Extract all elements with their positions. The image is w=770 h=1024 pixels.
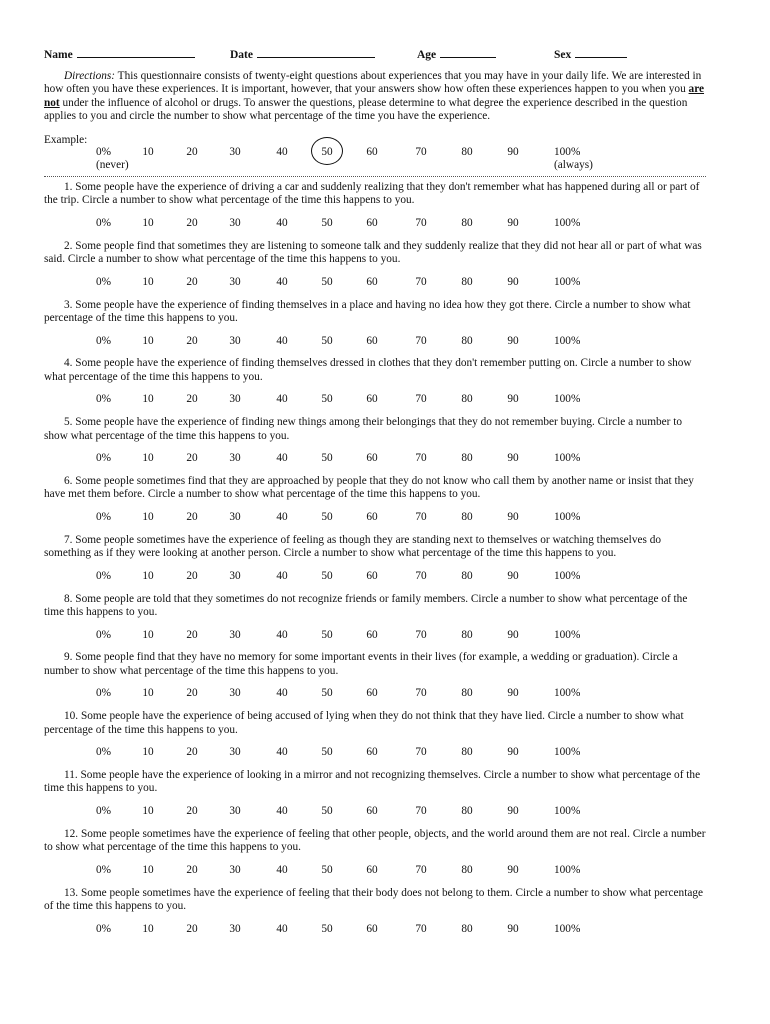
question-4-option-4[interactable]: 40 xyxy=(276,393,288,406)
never-anchor: (never) xyxy=(96,159,129,171)
question-8-option-6[interactable]: 60 xyxy=(366,628,378,641)
question-4-option-10[interactable]: 100% xyxy=(554,393,581,406)
question-text: 11. Some people have the experience of looking in a mirror and not recognizing themselves. Circle a number to show what percentage of the time this happens to you. xyxy=(44,769,701,795)
question-text: 6. Some people sometimes find that they are approached by people that they do not know who call them by another name or insist that they have met them before. Circle a number to show what percentage of the time this happens to you. xyxy=(44,475,694,501)
question-13-option-1[interactable]: 10 xyxy=(142,922,154,935)
question-13-option-5[interactable]: 50 xyxy=(321,922,333,935)
date-blank-line[interactable] xyxy=(257,46,375,58)
question-item xyxy=(44,651,712,700)
question-8-option-10[interactable]: 100% xyxy=(554,628,581,641)
question-3-option-3[interactable]: 30 xyxy=(229,334,241,347)
directions-label: Directions: xyxy=(64,70,116,82)
question-5-option-0[interactable]: 0% xyxy=(96,452,112,465)
question-text-block xyxy=(44,299,706,326)
age-field xyxy=(417,46,496,61)
question-text: 8. Some people are told that they sometimes do not recognize friends or family members. Circle a number to show what percentage of the time this happens to you. xyxy=(44,592,688,618)
question-12-option-4[interactable]: 40 xyxy=(276,863,288,876)
question-3-option-7[interactable]: 70 xyxy=(415,334,427,347)
example-option-4[interactable]: 40 xyxy=(276,146,288,158)
question-scale xyxy=(44,629,734,643)
date-field xyxy=(230,46,375,61)
question-6-option-7[interactable]: 70 xyxy=(415,511,427,523)
question-5-option-8[interactable]: 80 xyxy=(461,452,473,465)
question-13-option-6[interactable]: 60 xyxy=(366,922,378,935)
question-item xyxy=(44,769,712,817)
always-anchor: (always) xyxy=(554,159,593,171)
age-label: Age xyxy=(417,49,437,61)
question-8-option-1[interactable]: 10 xyxy=(142,628,154,641)
question-4-option-8[interactable]: 80 xyxy=(461,393,473,406)
question-2-option-9[interactable]: 90 xyxy=(507,275,519,288)
question-9-option-1[interactable]: 10 xyxy=(142,687,154,700)
question-2-option-7[interactable]: 70 xyxy=(415,275,427,288)
question-text: 12. Some people sometimes have the experience of feeling that other people, objects, and the world around them are not real. Circle a number to show what percentage of the time this happens to you. xyxy=(44,827,706,854)
question-5-option-9[interactable]: 90 xyxy=(507,452,519,465)
question-5-option-5[interactable]: 50 xyxy=(321,452,333,465)
question-9-option-0[interactable]: 0% xyxy=(96,687,112,700)
question-2-option-6[interactable]: 60 xyxy=(366,275,378,288)
question-4-option-9[interactable]: 90 xyxy=(507,393,519,406)
question-text-block xyxy=(44,240,706,267)
question-10-option-10[interactable]: 100% xyxy=(554,746,581,759)
question-11-option-8[interactable]: 80 xyxy=(461,805,473,817)
question-7-option-0[interactable]: 0% xyxy=(96,569,112,582)
example-option-0[interactable]: 0% xyxy=(96,146,112,158)
question-text-block xyxy=(44,534,706,561)
question-8-option-0[interactable]: 0% xyxy=(96,628,112,641)
question-text-block xyxy=(44,357,706,384)
question-12-option-0[interactable]: 0% xyxy=(96,863,112,876)
question-11-option-3[interactable]: 30 xyxy=(229,805,241,817)
example-scale xyxy=(44,146,734,160)
question-8-option-5[interactable]: 50 xyxy=(321,628,333,641)
question-scale xyxy=(44,805,734,819)
question-11-option-10[interactable]: 100% xyxy=(554,805,581,817)
question-5-option-10[interactable]: 100% xyxy=(554,452,581,465)
question-13-option-10[interactable]: 100% xyxy=(554,922,581,935)
question-text-block xyxy=(44,651,706,678)
question-10-option-3[interactable]: 30 xyxy=(229,746,241,759)
question-item xyxy=(44,298,712,347)
question-9-option-4[interactable]: 40 xyxy=(276,687,288,700)
question-7-option-2[interactable]: 20 xyxy=(186,569,198,582)
question-item xyxy=(44,416,712,465)
sex-blank-line[interactable] xyxy=(575,46,627,58)
question-3-option-10[interactable]: 100% xyxy=(554,334,581,347)
question-6-option-0[interactable]: 0% xyxy=(96,511,112,523)
question-3-option-5[interactable]: 50 xyxy=(321,334,333,347)
question-10-option-0[interactable]: 0% xyxy=(96,746,112,759)
example-option-3[interactable]: 30 xyxy=(229,146,241,158)
question-item xyxy=(44,475,712,523)
example-option-7[interactable]: 70 xyxy=(415,146,427,158)
example-option-5[interactable]: 50 xyxy=(321,146,333,158)
question-text-block xyxy=(44,181,706,208)
question-item xyxy=(44,239,712,288)
question-7-option-8[interactable]: 80 xyxy=(461,569,473,582)
question-scale xyxy=(44,746,734,760)
respondent-info-header xyxy=(44,46,734,62)
question-text: 7. Some people sometimes have the experience of feeling as though they are standing next to themselves or watching themselves do something as if they were looking at another person. Circle a number to show what percentage of the time this happens to you. xyxy=(44,533,661,560)
question-scale xyxy=(44,923,734,937)
question-1-option-10[interactable]: 100% xyxy=(554,217,581,229)
question-item xyxy=(44,357,712,406)
question-11-option-4[interactable]: 40 xyxy=(276,805,288,817)
sex-label: Sex xyxy=(554,49,572,61)
name-label: Name xyxy=(44,49,73,61)
question-6-option-10[interactable]: 100% xyxy=(554,511,581,523)
example-circle-mark xyxy=(311,137,343,165)
question-1-option-2[interactable]: 20 xyxy=(186,217,198,229)
question-1-option-8[interactable]: 80 xyxy=(461,217,473,229)
question-1-option-3[interactable]: 30 xyxy=(229,217,241,229)
question-2-option-0[interactable]: 0% xyxy=(96,275,112,288)
question-12-option-7[interactable]: 70 xyxy=(415,863,427,876)
question-6-option-2[interactable]: 20 xyxy=(186,511,198,523)
question-11-option-2[interactable]: 20 xyxy=(186,805,198,817)
question-9-option-9[interactable]: 90 xyxy=(507,687,519,700)
question-5-option-1[interactable]: 10 xyxy=(142,452,154,465)
question-10-option-8[interactable]: 80 xyxy=(461,746,473,759)
question-4-option-5[interactable]: 50 xyxy=(321,393,333,406)
question-11-option-5[interactable]: 50 xyxy=(321,805,333,817)
question-5-option-3[interactable]: 30 xyxy=(229,452,241,465)
name-blank-line[interactable] xyxy=(77,46,195,58)
question-text-block xyxy=(44,593,706,620)
question-scale xyxy=(44,393,734,407)
dotted-divider xyxy=(44,176,706,177)
question-1-option-6[interactable]: 60 xyxy=(366,217,378,229)
question-2-option-3[interactable]: 30 xyxy=(229,275,241,288)
question-10-option-9[interactable]: 90 xyxy=(507,746,519,759)
question-4-option-7[interactable]: 70 xyxy=(415,393,427,406)
question-10-option-5[interactable]: 50 xyxy=(321,746,333,759)
question-8-option-3[interactable]: 30 xyxy=(229,628,241,641)
example-label: Example: xyxy=(44,134,88,146)
question-8-option-8[interactable]: 80 xyxy=(461,628,473,641)
question-text: 2. Some people find that sometimes they are listening to someone talk and they suddenly realize that they did not hear all or part of what was said. Circle a number to show what percentage of the time this happens to you. xyxy=(44,239,702,266)
question-text-block xyxy=(44,769,706,796)
question-text: 3. Some people have the experience of finding themselves in a place and having no idea how they got there. Circle a number to show what percentage of the time this happens to you. xyxy=(44,298,691,324)
question-12-option-2[interactable]: 20 xyxy=(186,863,198,876)
question-7-option-10[interactable]: 100% xyxy=(554,569,581,582)
question-6-option-3[interactable]: 30 xyxy=(229,511,241,523)
question-8-option-9[interactable]: 90 xyxy=(507,628,519,641)
question-1-option-7[interactable]: 70 xyxy=(415,217,427,229)
question-2-option-8[interactable]: 80 xyxy=(461,275,473,288)
question-7-option-7[interactable]: 70 xyxy=(415,569,427,582)
directions-paragraph xyxy=(44,70,712,124)
sex-field xyxy=(554,46,627,61)
question-11-option-1[interactable]: 10 xyxy=(142,805,154,817)
question-13-option-2[interactable]: 20 xyxy=(186,922,198,935)
question-7-option-3[interactable]: 30 xyxy=(229,569,241,582)
question-10-option-6[interactable]: 60 xyxy=(366,746,378,759)
question-13-option-4[interactable]: 40 xyxy=(276,922,288,935)
question-13-option-0[interactable]: 0% xyxy=(96,922,112,935)
question-5-option-7[interactable]: 70 xyxy=(415,452,427,465)
question-9-option-3[interactable]: 30 xyxy=(229,687,241,700)
question-8-option-4[interactable]: 40 xyxy=(276,628,288,641)
question-2-option-5[interactable]: 50 xyxy=(321,275,333,288)
question-4-option-1[interactable]: 10 xyxy=(142,393,154,406)
question-3-option-2[interactable]: 20 xyxy=(186,334,198,347)
question-1-option-5[interactable]: 50 xyxy=(321,217,333,229)
question-6-option-5[interactable]: 50 xyxy=(321,511,333,523)
question-text: 10. Some people have the experience of being accused of lying when they do not think that they have lied. Circle a number to show what percentage of the time this happens to you. xyxy=(44,710,684,736)
question-item xyxy=(44,533,712,582)
question-11-option-6[interactable]: 60 xyxy=(366,805,378,817)
question-text-block xyxy=(44,887,706,914)
example-option-9[interactable]: 90 xyxy=(507,146,519,158)
question-6-option-1[interactable]: 10 xyxy=(142,511,154,523)
question-7-option-6[interactable]: 60 xyxy=(366,569,378,582)
question-10-option-7[interactable]: 70 xyxy=(415,746,427,759)
question-9-option-6[interactable]: 60 xyxy=(366,687,378,700)
question-2-option-2[interactable]: 20 xyxy=(186,275,198,288)
question-6-option-4[interactable]: 40 xyxy=(276,511,288,523)
question-8-option-2[interactable]: 20 xyxy=(186,628,198,641)
question-7-option-5[interactable]: 50 xyxy=(321,569,333,582)
question-3-option-8[interactable]: 80 xyxy=(461,334,473,347)
question-text-block xyxy=(44,828,706,855)
question-item xyxy=(44,886,712,935)
question-12-option-8[interactable]: 80 xyxy=(461,863,473,876)
question-5-option-6[interactable]: 60 xyxy=(366,452,378,465)
question-scale xyxy=(44,511,734,525)
question-1-option-4[interactable]: 40 xyxy=(276,217,288,229)
question-3-option-6[interactable]: 60 xyxy=(366,334,378,347)
question-text: 1. Some people have the experience of driving a car and suddenly realizing that they don't remember what has happened during all or part of the trip. Circle a number to show what percentage of the time this happens to you. xyxy=(44,181,700,207)
question-3-option-0[interactable]: 0% xyxy=(96,334,112,347)
question-4-option-2[interactable]: 20 xyxy=(186,393,198,406)
question-2-option-10[interactable]: 100% xyxy=(554,275,581,288)
question-9-option-2[interactable]: 20 xyxy=(186,687,198,700)
question-6-option-8[interactable]: 80 xyxy=(461,511,473,523)
question-11-option-9[interactable]: 90 xyxy=(507,805,519,817)
question-text-block xyxy=(44,710,706,737)
question-1-option-0[interactable]: 0% xyxy=(96,217,112,229)
question-2-option-1[interactable]: 10 xyxy=(142,275,154,288)
question-4-option-0[interactable]: 0% xyxy=(96,393,112,406)
example-option-10[interactable]: 100% xyxy=(554,146,581,158)
question-12-option-6[interactable]: 60 xyxy=(366,863,378,876)
question-scale xyxy=(44,687,734,701)
example-option-1[interactable]: 10 xyxy=(142,146,154,158)
question-5-option-2[interactable]: 20 xyxy=(186,452,198,465)
question-12-option-10[interactable]: 100% xyxy=(554,863,581,876)
question-9-option-10[interactable]: 100% xyxy=(554,687,581,700)
question-12-option-5[interactable]: 50 xyxy=(321,863,333,876)
question-3-option-4[interactable]: 40 xyxy=(276,334,288,347)
question-7-option-1[interactable]: 10 xyxy=(142,569,154,582)
question-8-option-7[interactable]: 70 xyxy=(415,628,427,641)
directions-text-1: This questionnaire consists of twenty-eight questions about experiences that you may have in your daily life. We are interested in how often you have these experiences. It is important, however, that your answers show how often these experiences happen to you when you xyxy=(44,70,702,96)
question-text-block xyxy=(44,416,706,443)
question-2-option-4[interactable]: 40 xyxy=(276,275,288,288)
directions-text-2: under the influence of alcohol or drugs. To answer the questions, please determine to what degree the experience described in the question applies to you and circle the number to show what percentage of the time you have the experience. xyxy=(44,96,688,123)
question-text-block xyxy=(44,475,706,502)
question-text: 13. Some people sometimes have the experience of feeling that their body does not belong to them. Circle a number to show what percentage of the time this happens to you. xyxy=(44,886,704,912)
question-scale xyxy=(44,276,734,290)
example-section xyxy=(44,134,734,174)
question-13-option-3[interactable]: 30 xyxy=(229,922,241,935)
question-6-option-9[interactable]: 90 xyxy=(507,511,519,523)
name-field xyxy=(44,46,195,61)
question-11-option-0[interactable]: 0% xyxy=(96,805,112,817)
question-scale xyxy=(44,335,734,349)
question-3-option-1[interactable]: 10 xyxy=(142,334,154,347)
question-item xyxy=(44,592,712,641)
question-9-option-7[interactable]: 70 xyxy=(415,687,427,700)
age-blank-line[interactable] xyxy=(440,46,496,58)
question-13-option-8[interactable]: 80 xyxy=(461,922,473,935)
example-option-6[interactable]: 60 xyxy=(366,146,378,158)
question-item xyxy=(44,827,712,876)
question-scale xyxy=(44,570,734,584)
question-10-option-4[interactable]: 40 xyxy=(276,746,288,759)
question-6-option-6[interactable]: 60 xyxy=(366,511,378,523)
question-12-option-3[interactable]: 30 xyxy=(229,863,241,876)
question-4-option-6[interactable]: 60 xyxy=(366,393,378,406)
example-option-2[interactable]: 20 xyxy=(186,146,198,158)
directions-emphasis: are not xyxy=(44,83,705,109)
question-7-option-9[interactable]: 90 xyxy=(507,569,519,582)
question-text: 5. Some people have the experience of finding new things among their belongings that they do not remember buying. Circle a number to show what percentage of the time this happens to you. xyxy=(44,416,683,442)
question-9-option-8[interactable]: 80 xyxy=(461,687,473,700)
question-scale xyxy=(44,217,734,231)
question-10-option-1[interactable]: 10 xyxy=(142,746,154,759)
question-12-option-9[interactable]: 90 xyxy=(507,863,519,876)
question-11-option-7[interactable]: 70 xyxy=(415,805,427,817)
question-scale xyxy=(44,864,734,878)
example-option-8[interactable]: 80 xyxy=(461,146,473,158)
question-10-option-2[interactable]: 20 xyxy=(186,746,198,759)
question-item xyxy=(44,181,712,229)
question-4-option-3[interactable]: 30 xyxy=(229,393,241,406)
question-text: 4. Some people have the experience of finding themselves dressed in clothes that they don't remember putting on. Circle a number to show what percentage of the time this happens to you. xyxy=(44,357,692,383)
question-1-option-1[interactable]: 10 xyxy=(142,217,154,229)
question-13-option-7[interactable]: 70 xyxy=(415,922,427,935)
question-12-option-1[interactable]: 10 xyxy=(142,863,154,876)
question-scale xyxy=(44,452,734,466)
question-3-option-9[interactable]: 90 xyxy=(507,334,519,347)
question-9-option-5[interactable]: 50 xyxy=(321,687,333,700)
question-text: 9. Some people find that they have no memory for some important events in their lives (for example, a wedding or graduation). Circle a number to show what percentage of the time this happens to you. xyxy=(44,651,678,677)
question-item xyxy=(44,710,712,759)
question-13-option-9[interactable]: 90 xyxy=(507,922,519,935)
question-7-option-4[interactable]: 40 xyxy=(276,569,288,582)
question-5-option-4[interactable]: 40 xyxy=(276,452,288,465)
question-1-option-9[interactable]: 90 xyxy=(507,217,519,229)
date-label: Date xyxy=(230,49,253,61)
